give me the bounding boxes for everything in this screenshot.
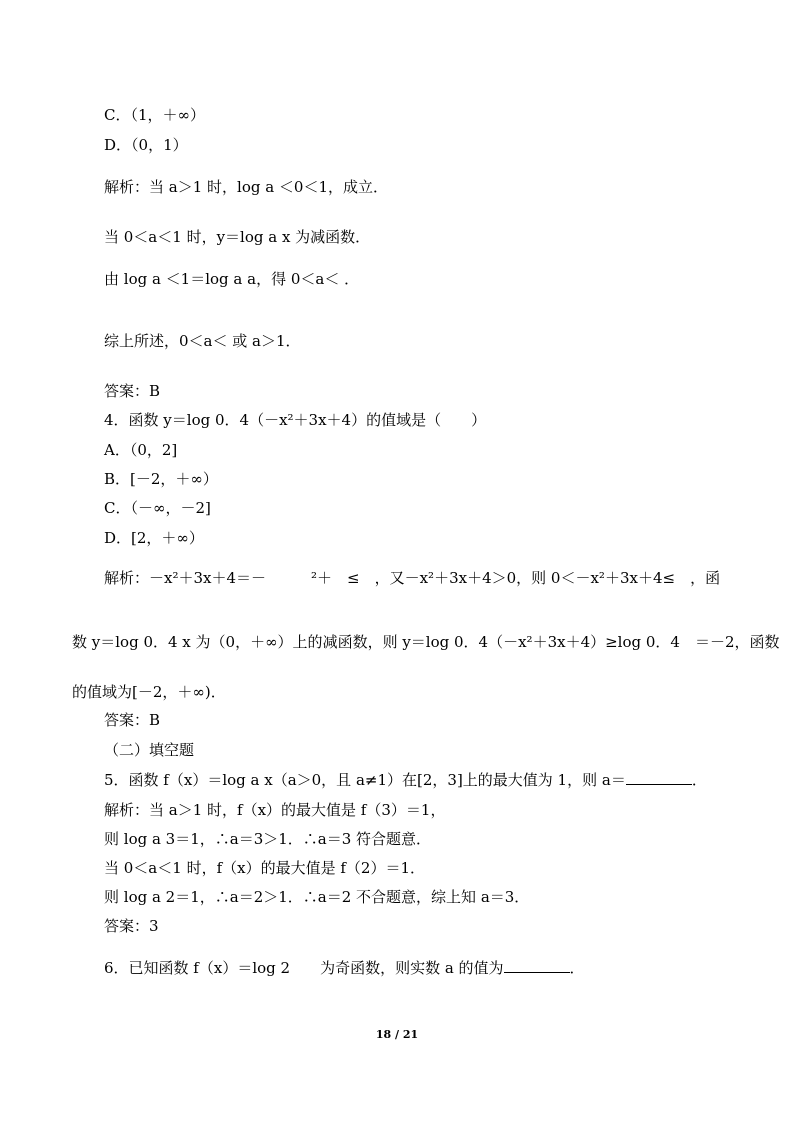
end-dot: ． [569,959,585,977]
question-5-text: 5．函数 f（x）＝log a x（a＞0，且 a≠1）在[2，3]上的最大值为 1，则 a＝ [104,771,626,789]
answer-blank [504,958,570,973]
end-dot: ． [691,771,707,789]
section-heading: （二）填空题 [104,741,195,759]
option-b-line: B．[－2，＋∞） [104,470,218,488]
analysis-line: 则 log a 3＝1，∴a＝3＞1．∴a＝3 符合题意． [104,830,432,848]
option-d-line: D．[2，＋∞） [104,529,204,547]
option-a-line: A．（0，2] [104,441,178,459]
answer-blank [626,770,692,785]
analysis-line: 由 log a ＜1＝log a a，得 0＜a＜ ． [104,270,360,288]
question-5 [104,770,707,790]
option-c-line: C．（1，＋∞） [104,106,206,124]
question-4: 4．函数 y＝log 0．4（－x²＋3x＋4）的值域是（ ） [104,411,487,429]
question-6-text: 6．已知函数 f（x）＝log 2 为奇函数，则实数 a 的值为 [104,959,504,977]
analysis-line: 当 0＜a＜1 时，f（x）的最大值是 f（2）＝1． [104,859,425,877]
answer-line: 答案：B [104,382,161,400]
answer-line: 答案：3 [104,917,159,935]
answer-line: 答案：B [104,711,161,729]
analysis-line: 解析：－x²＋3x＋4＝－ ²＋ ≤ ，又－x²＋3x＋4＞0，则 0＜－x²＋3x＋4≤ ，函 [104,569,721,587]
analysis-line: 数 y＝log 0．4 x 为（0，＋∞）上的减函数，则 y＝log 0．4（－x²＋3x＋4）≥log 0．4 ＝－2，函数 [72,633,780,651]
analysis-line: 则 log a 2＝1，∴a＝2＞1．∴a＝2 不合题意，综上知 a＝3． [104,888,530,906]
question-6 [104,958,585,978]
analysis-line: 解析：当 a＞1 时，log a ＜0＜1，成立． [104,178,389,196]
analysis-line: 解析：当 a＞1 时，f（x）的最大值是 f（3）＝1， [104,801,446,819]
page-number: 18 / 21 [375,1028,419,1041]
analysis-line: 综上所述，0＜a＜ 或 a＞1． [104,332,301,350]
option-d-line: D．（0，1） [104,136,188,154]
option-c-line: C．（－∞，－2] [104,499,211,517]
analysis-line: 的值域为[－2，＋∞)． [72,683,226,701]
analysis-line: 当 0＜a＜1 时，y＝log a x 为减函数． [104,228,371,246]
